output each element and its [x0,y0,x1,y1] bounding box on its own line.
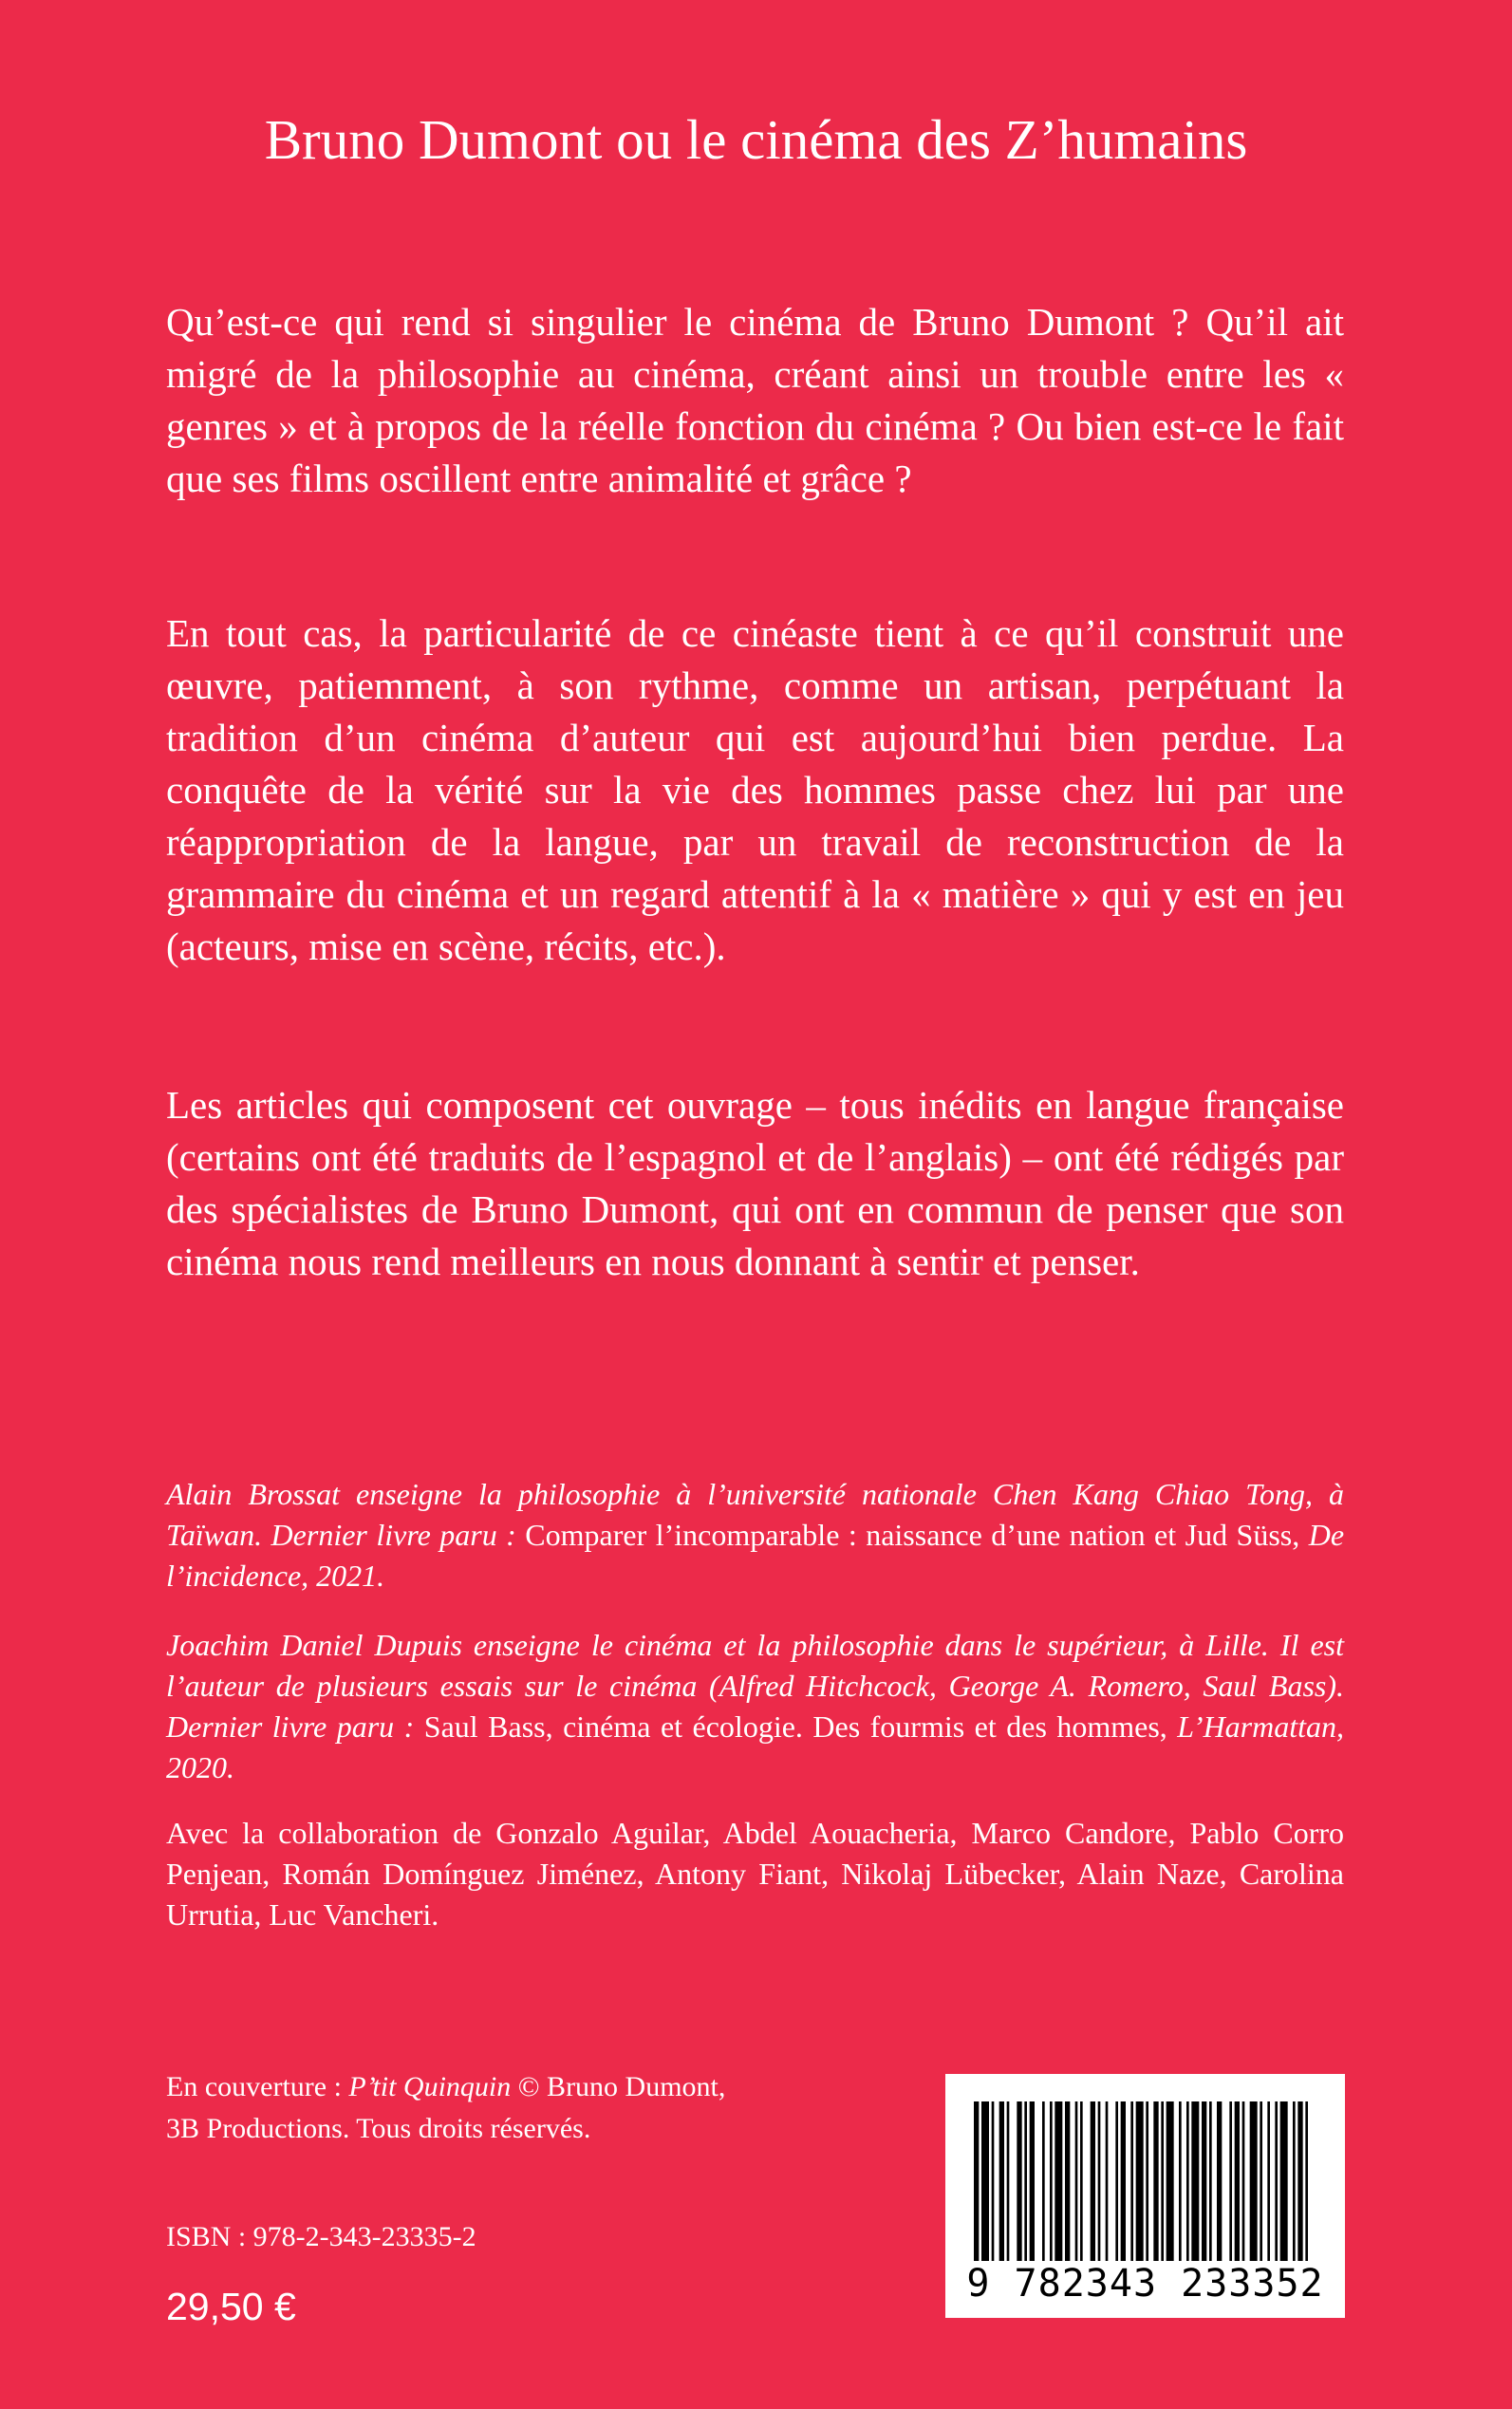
bio-dupuis-publisher: L’Harmattan, 2020. [166,1709,1345,1784]
credits-film: P’tit Quinquin [348,2071,512,2102]
barcode-bar [1030,2101,1035,2261]
barcode-bar [1161,2101,1164,2261]
barcode-bar [1217,2101,1222,2261]
barcode-bar [1250,2101,1258,2261]
bio-dupuis-intro: Joachim Daniel Dupuis enseigne le cinéma et la philosophie dans le supérieur, à Lille. Il est l’auteur de plusieurs essais sur le cinéma (Alfred Hitchcock, George A. Romero, Saul Bass). Dernier livre paru : [166,1628,1344,1744]
barcode-bar [1115,2101,1118,2261]
barcode-bar [1024,2101,1027,2261]
barcode-bar [1280,2101,1288,2261]
credits-line2: 3B Productions. Tous droits réservés. [166,2113,591,2144]
barcode-bar [1242,2101,1245,2261]
barcode-bar [1075,2101,1078,2261]
book-title: Bruno Dumont ou le cinéma des Z’humains [264,108,1248,171]
barcode-bar [1130,2101,1133,2261]
credits-suffix: © Bruno Dumont, [511,2071,726,2102]
barcode-bar [1007,2101,1010,2261]
blurb-paragraph-2: En tout cas, la particularité de ce cinéaste tient à ce qu’il construit une œuvre, patiemment, à son rythme, comme un artisan, perpétuant la tradition d’un cinéma d’auteur qui est aujourd’hui bien perdue. La conquête de la vérité sur la vie des hommes passe chez lui par une réappropriation de la langue, par un travail de reconstruction de la grammaire du cinéma et un regard attentif à la « matière » qui y est en jeu (acteurs, mise en scène, récits, etc.). [166,611,1344,968]
barcode-bar [1065,2101,1070,2261]
barcode-bar [1136,2101,1144,2261]
barcode-bar [1091,2101,1095,2261]
barcode-bar [1260,2101,1262,2261]
barcode-bars [974,2101,1316,2261]
credits-prefix: En couverture : [166,2071,349,2102]
barcode-bar [1209,2101,1212,2261]
author-bio-brossat [166,1474,1344,1597]
cover-credits [166,2066,831,2150]
bio-brossat-intro: Alain Brossat enseigne la philosophie à l’université nationale Chen Kang Chiao Tong, à Taïwan. Dernier livre paru : [166,1477,1344,1552]
barcode-bar [1293,2101,1296,2261]
barcode [945,2074,1345,2318]
barcode-bar [1055,2101,1062,2261]
bio-brossat-book: Comparer l’incomparable : naissance d’une nation et Jud Süss, [515,1518,1309,1552]
barcode-bar [992,2101,995,2261]
barcode-bar [1050,2101,1053,2261]
barcode-bar [1080,2101,1083,2261]
barcode-bar [1202,2101,1206,2261]
barcode-bar [981,2101,989,2261]
bio-brossat-publisher: De l’incidence, 2021. [166,1518,1345,1593]
barcode-bar [1305,2101,1308,2261]
bio-dupuis-book: Saul Bass, cinéma et écologie. Des fourmis et des hommes, [414,1709,1178,1744]
barcode-bar [999,2101,1004,2261]
barcode-bar [1167,2101,1174,2261]
barcode-number: 9 782343 233352 [966,2262,1324,2306]
barcode-bar [1153,2101,1158,2261]
barcode-bar [1106,2101,1109,2261]
blurb-paragraph-3: Les articles qui composent cet ouvrage – tous inédits en langue française (certains ont été traduits de l’espagnol et de l’anglais) – ont été rédigés par des spécialistes de Bruno Dumont, qui ont en commun de penser que son cinéma nous rend meilleurs en nous donnant à sentir et penser. [166,1083,1344,1283]
barcode-bar [1191,2101,1199,2261]
isbn: ISBN : 978-2-343-23335-2 [166,2221,476,2252]
barcode-bar [1275,2101,1278,2261]
price: 29,50 € [166,2285,296,2328]
barcode-bar [1229,2101,1232,2261]
barcode-bar [1042,2101,1045,2261]
barcode-bar [1297,2101,1302,2261]
barcode-bar [1267,2101,1270,2261]
barcode-bar [1235,2101,1240,2261]
blurb-paragraph-1: Qu’est-ce qui rend si singulier le cinéma de Bruno Dumont ? Qu’il ait migré de la philosophie au cinéma, créant ainsi un trouble entre les « genres » et à propos de la réelle fonction du cinéma ? Ou bien est-ce le fait que ses films oscillent entre animalité et grâce ? [166,300,1344,500]
barcode-bar [1186,2101,1189,2261]
collaborators: Avec la collaboration de Gonzalo Aguilar, Abdel Aouacheria, Marco Candore, Pablo Corro Penjean, Román Domínguez Jiménez, Antony Fiant, Nikolaj Lübecker, Alain Naze, Carolina Urrutia, Luc Vancheri. [166,1816,1344,1932]
barcode-bar [974,2101,979,2261]
barcode-bar [1179,2101,1182,2261]
barcode-bar [1121,2101,1126,2261]
barcode-bar [1017,2101,1021,2261]
barcode-bar [1098,2101,1101,2261]
barcode-bar [1146,2101,1148,2261]
author-bio-dupuis [166,1625,1344,1788]
